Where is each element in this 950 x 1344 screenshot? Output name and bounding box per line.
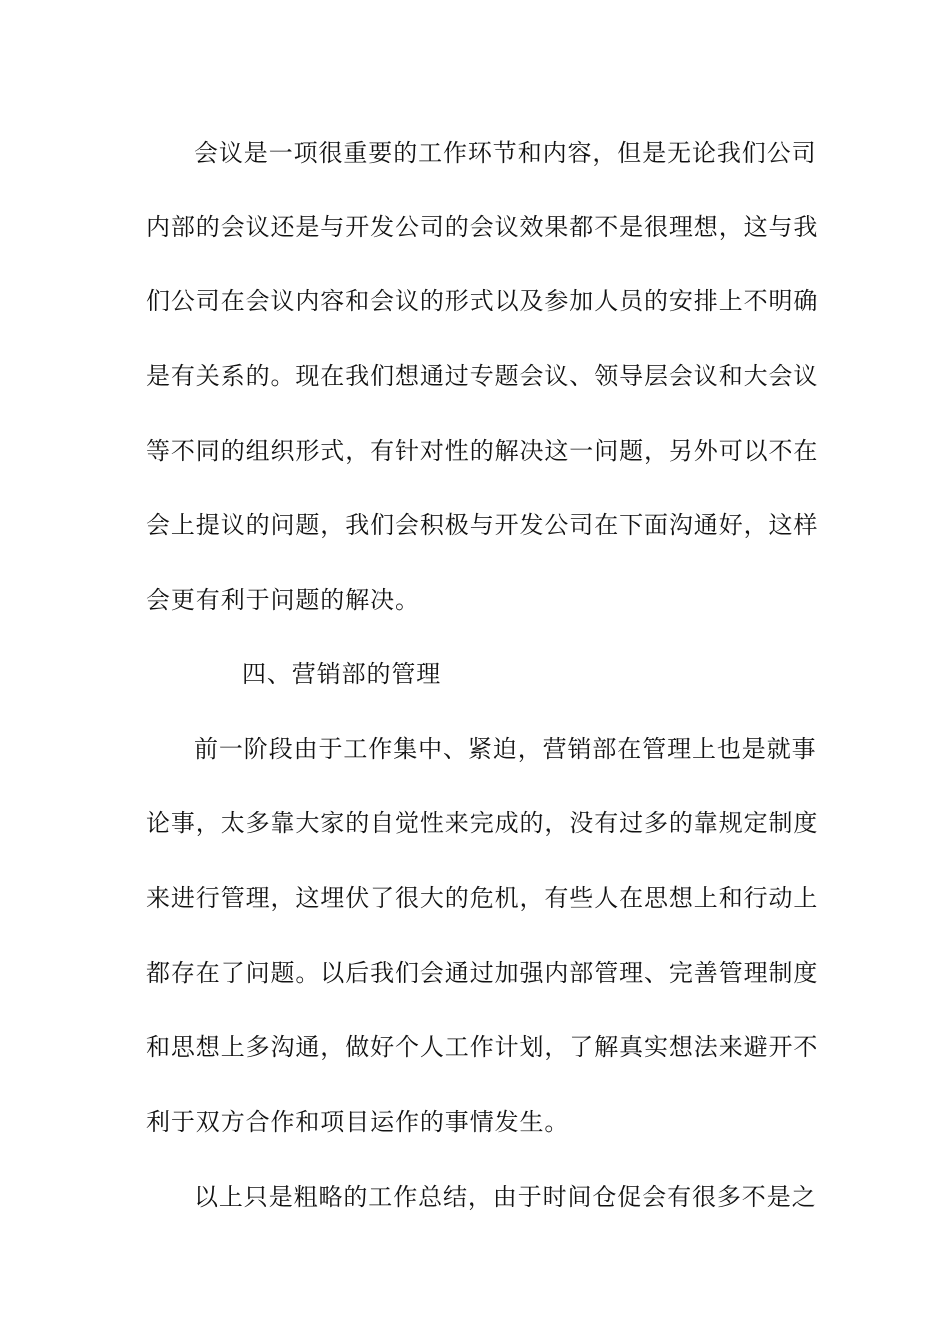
paragraph-1-line-6: 会上提议的问题，我们会积极与开发公司在下面沟通好，这样 — [146, 511, 819, 539]
paragraph-1-line-4: 是有关系的。现在我们想通过专题会议、领导层会议和大会议 — [146, 362, 819, 390]
paragraph-3-line-1: 以上只是粗略的工作总结，由于时间仓促会有很多不是之 — [194, 1183, 817, 1211]
paragraph-1-line-5: 等不同的组织形式，有针对性的解决这一问题，另外可以不在 — [146, 437, 819, 465]
paragraph-1-line-2: 内部的会议还是与开发公司的会议效果都不是很理想，这与我 — [146, 213, 819, 241]
paragraph-2-line-3: 来进行管理，这埋伏了很大的危机，有些人在思想上和行动上 — [146, 884, 819, 912]
paragraph-2-line-1: 前一阶段由于工作集中、紧迫，营销部在管理上也是就事 — [194, 735, 817, 763]
section-heading: 四、营销部的管理 — [242, 660, 442, 688]
paragraph-2-line-6: 利于双方合作和项目运作的事情发生。 — [146, 1108, 570, 1136]
paragraph-1-line-7: 会更有利于问题的解决。 — [146, 586, 420, 614]
paragraph-2-line-5: 和思想上多沟通，做好个人工作计划，了解真实想法来避开不 — [146, 1033, 819, 1061]
paragraph-2-line-2: 论事，太多靠大家的自觉性来完成的，没有过多的靠规定制度 — [146, 809, 819, 837]
paragraph-1-line-1: 会议是一项很重要的工作环节和内容，但是无论我们公司 — [194, 139, 817, 167]
paragraph-1-line-3: 们公司在会议内容和会议的形式以及参加人员的安排上不明确 — [146, 287, 819, 315]
paragraph-2-line-4: 都存在了问题。以后我们会通过加强内部管理、完善管理制度 — [146, 959, 819, 987]
